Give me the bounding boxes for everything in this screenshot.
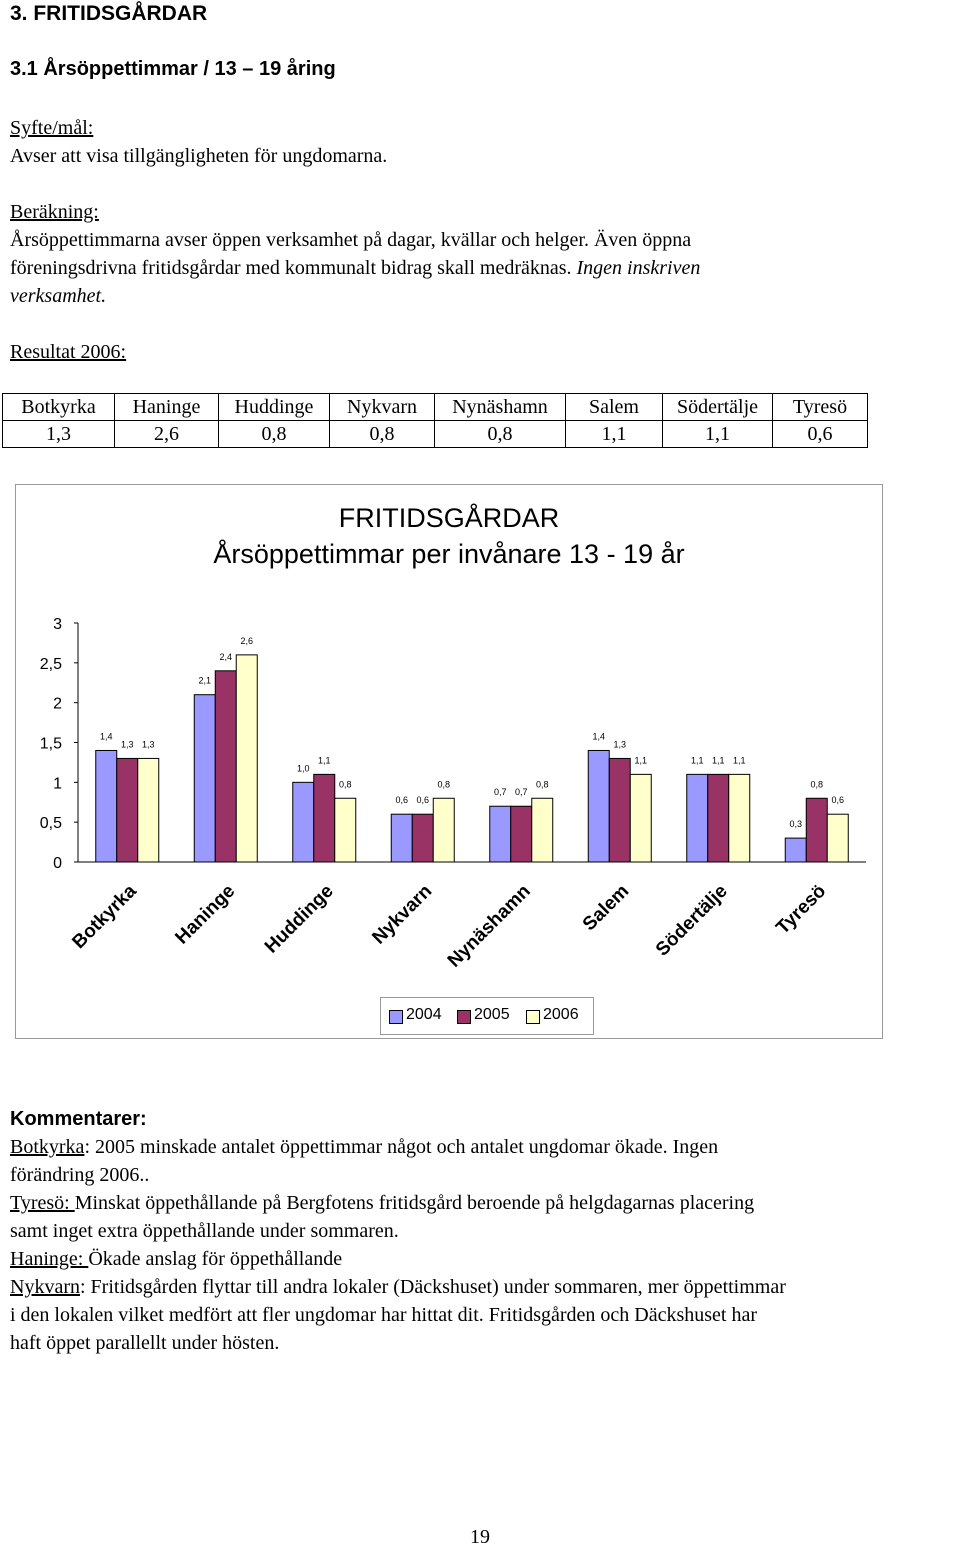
bar-value-label: 0,7 <box>514 787 528 798</box>
comment-haninge-label: Haninge: <box>10 1248 89 1270</box>
bar-2005 <box>511 806 532 862</box>
comment-botkyrka-text: : 2005 minskade antalet öppettimmar något och antalet ungdomar ökade. Ingen <box>84 1136 719 1158</box>
chart-container <box>15 484 883 1039</box>
bar-value-label: 2,4 <box>219 651 233 662</box>
bar-value-label: 1,3 <box>141 739 155 750</box>
bar-2005 <box>609 758 630 862</box>
y-tick-label: 1,5 <box>39 735 62 753</box>
result-label: Resultat 2006: <box>10 341 127 363</box>
result-value-cell: 0,8 <box>330 421 435 448</box>
bar-value-label: 2,1 <box>198 675 212 686</box>
comment-botkyrka-label: Botkyrka <box>10 1136 85 1158</box>
bar-value-label: 1,1 <box>317 755 331 766</box>
calc-text-line3: verksamhet. <box>10 285 107 307</box>
y-tick-label: 3 <box>53 616 62 633</box>
bar-2006 <box>433 798 454 862</box>
comment-botkyrka-line2: förändring 2006.. <box>10 1164 150 1186</box>
result-header-cell: Nykvarn <box>330 394 435 421</box>
calc-text-line1: Årsöppettimmarna avser öppen verksamhet på dagar, kvällar och helger. Även öppna <box>10 229 692 251</box>
bar-2005 <box>314 774 335 862</box>
comment-nykvarn-line3: haft öppet parallellt under hösten. <box>10 1332 280 1354</box>
result-value-cell: 0,8 <box>219 421 330 448</box>
x-category-label: Haninge <box>171 880 240 949</box>
legend-swatch-2004 <box>389 1010 403 1024</box>
y-tick-label: 1 <box>53 775 62 793</box>
bar-value-label: 1,1 <box>732 755 746 766</box>
legend-swatch-2006 <box>526 1010 540 1024</box>
bar-value-label: 1,0 <box>296 763 310 774</box>
bar-2004 <box>588 750 609 862</box>
bar-value-label: 0,3 <box>789 819 803 830</box>
result-value-cell: 1,1 <box>566 421 663 448</box>
y-tick-label: 2 <box>53 695 62 713</box>
legend-swatch-2005 <box>457 1010 471 1024</box>
bar-2004 <box>391 814 412 862</box>
bar-value-label: 1,1 <box>634 755 648 766</box>
result-value-cell: 1,3 <box>3 421 115 448</box>
bar-2004 <box>194 695 215 862</box>
bar-value-label: 0,6 <box>416 795 430 806</box>
x-category-label: Salem <box>578 880 634 936</box>
bar-2006 <box>335 798 356 862</box>
bar-2004 <box>96 750 117 862</box>
chart-subtitle: Årsöppettimmar per invånare 13 - 19 år <box>213 539 685 569</box>
bar-chart <box>16 485 882 1038</box>
bar-2006 <box>138 758 159 862</box>
bar-value-label: 0,8 <box>338 779 352 790</box>
comment-tyreso-line2: samt inget extra öppethållande under sommaren. <box>10 1220 399 1242</box>
bar-value-label: 0,8 <box>535 779 549 790</box>
x-category-label: Nykvarn <box>368 880 437 949</box>
comment-nykvarn <box>10 1273 955 1301</box>
bar-2004 <box>785 838 806 862</box>
y-tick-label: 0,5 <box>39 815 62 833</box>
page-number: 19 <box>470 1526 490 1548</box>
result-value-cell: 1,1 <box>663 421 773 448</box>
legend-label-2005: 2005 <box>474 1006 510 1023</box>
result-table-header-row <box>3 394 868 421</box>
bar-value-label: 1,1 <box>690 755 704 766</box>
calc-text-line2-normal: föreningsdrivna fritidsgårdar med kommunalt bidrag skall medräknas. <box>10 257 577 279</box>
bar-2006 <box>532 798 553 862</box>
legend-label-2006: 2006 <box>543 1006 579 1023</box>
comment-nykvarn-label: Nykvarn <box>10 1276 80 1298</box>
subsection-heading: 3.1 Årsöppettimmar / 13 – 19 åring <box>10 58 336 80</box>
result-header-cell: Haninge <box>115 394 219 421</box>
comment-tyreso-label: Tyresö: <box>10 1192 75 1214</box>
comment-botkyrka <box>10 1133 955 1161</box>
comments-section <box>10 1105 955 1357</box>
bar-2004 <box>490 806 511 862</box>
bar-value-label: 1,3 <box>613 739 627 750</box>
result-table-value-row <box>3 421 868 448</box>
result-header-cell: Nynäshamn <box>435 394 566 421</box>
bar-2006 <box>729 774 750 862</box>
x-category-label: Södertälje <box>651 880 732 961</box>
comment-haninge-text: Ökade anslag för öppethållande <box>88 1248 343 1270</box>
bar-2006 <box>236 655 257 862</box>
x-category-label: Botkyrka <box>68 880 141 954</box>
result-header-cell: Tyresö <box>773 394 868 421</box>
bar-2005 <box>708 774 729 862</box>
comment-tyreso-text: Minskat öppethållande på Bergfotens fritidsgård beroende på helgdagarnas placering <box>74 1192 755 1214</box>
legend-label-2004: 2004 <box>406 1006 442 1023</box>
calc-text-line2 <box>10 254 700 282</box>
chart-legend <box>380 997 594 1035</box>
bar-value-label: 1,4 <box>99 731 113 742</box>
bar-value-label: 1,3 <box>120 739 134 750</box>
bar-value-label: 0,6 <box>831 795 845 806</box>
bar-value-label: 0,8 <box>810 779 824 790</box>
result-header-cell: Botkyrka <box>3 394 115 421</box>
result-table <box>2 393 868 448</box>
comments-title: Kommentarer: <box>10 1108 147 1130</box>
comment-tyreso <box>10 1189 955 1217</box>
result-header-cell: Huddinge <box>219 394 330 421</box>
purpose-text: Avser att visa tillgängligheten för ungdomarna. <box>10 145 388 167</box>
bar-2005 <box>117 758 138 862</box>
result-value-cell: 0,6 <box>773 421 868 448</box>
result-header-cell: Salem <box>566 394 663 421</box>
x-category-label: Nynäshamn <box>443 880 535 972</box>
result-header-cell: Södertälje <box>663 394 773 421</box>
calc-label: Beräkning: <box>10 201 99 223</box>
comment-nykvarn-text: : Fritidsgården flyttar till andra lokaler (Däckshuset) under sommaren, mer öppettimmar <box>79 1276 786 1298</box>
section-heading: 3. FRITIDSGÅRDAR <box>10 2 208 25</box>
chart-title: FRITIDSGÅRDAR <box>338 503 560 533</box>
calc-text-line2-italic: Ingen inskriven <box>576 257 701 279</box>
x-category-label: Huddinge <box>260 880 338 958</box>
purpose-label: Syfte/mål: <box>10 117 94 139</box>
bar-2006 <box>827 814 848 862</box>
bar-value-label: 2,6 <box>240 635 254 646</box>
bar-value-label: 0,6 <box>395 795 409 806</box>
bar-2005 <box>215 671 236 862</box>
bar-value-label: 0,7 <box>493 787 507 798</box>
bar-value-label: 1,4 <box>592 731 606 742</box>
comment-nykvarn-line2: i den lokalen vilket medfört att fler ungdomar har hittat dit. Fritidsgården och Däckshuset har <box>10 1304 758 1326</box>
bar-value-label: 1,1 <box>711 755 725 766</box>
bar-2004 <box>687 774 708 862</box>
bar-2004 <box>293 782 314 862</box>
y-tick-label: 0 <box>53 855 62 872</box>
bar-2005 <box>806 798 827 862</box>
bar-value-label: 0,8 <box>437 779 451 790</box>
y-tick-label: 2,5 <box>39 655 62 673</box>
result-value-cell: 2,6 <box>115 421 219 448</box>
result-value-cell: 0,8 <box>435 421 566 448</box>
bar-2006 <box>630 774 651 862</box>
bar-2005 <box>412 814 433 862</box>
x-category-label: Tyresö <box>772 880 831 939</box>
comment-haninge <box>10 1245 955 1273</box>
